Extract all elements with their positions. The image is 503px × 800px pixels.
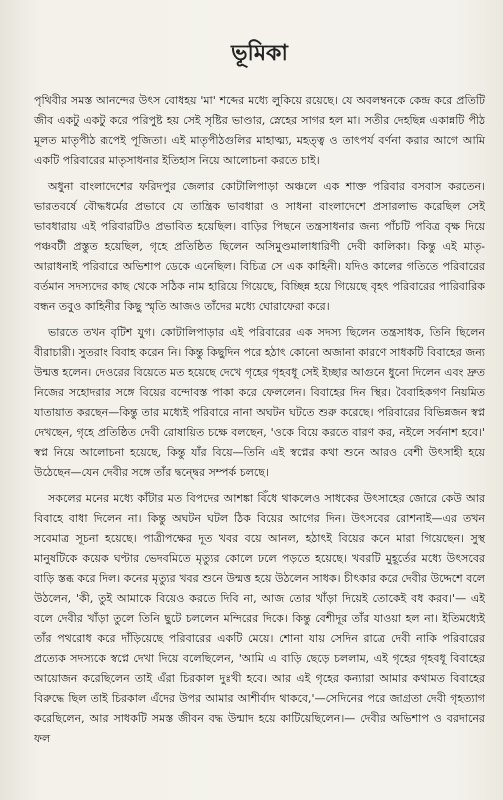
paragraph-2: অধুনা বাংলাদেশের ফরিদপুর জেলার কোটালিপাড়া অঞ্চলে এক শাক্ত পরিবার বসবাস করতেন। ভারতবর্ষে বৌদ্ধধর্মের প্রভাবে যে তান্ত্রিক ভাবধারা ও সাধনা বাংলাদেশে প্রসারলাভ করেছিল সেই ভাবধারায় এই পরিবারটিও প্রভাবিত হয়েছিল। বাড়ির পিছনে তন্ত্রসাধনার জন্য পাঁচটি পবিত্র বৃক্ষ দিয়ে পঞ্চবটী প্রস্তুত হয়েছিল, গৃহে প্রতিষ্ঠিত ছিলেন অসিমুণ্ডমালাধারিণী দেবী কালিকা। কিন্তু এই মাতৃ-আরাধনাই পরিবারে অভিশাপ ডেকে এনেছিল। বিচিত্র সে এক কাহিনী। যদিও কালের গতিতে পরিবারের বর্তমান সদস্যদের কাছ থেকে সঠিক নাম হারিয়ে গিয়েছে, বিচ্ছিন্ন হয়ে গিয়েছে বৃহৎ পরিবারের পারিবারিক বন্ধন তবুও কাহিনীর কিছু স্মৃতি আজও তাঁদের মধ্যে ঘোরাফেরা করে। bbox=[34, 180, 485, 313]
page-title: ভূমিকা bbox=[231, 41, 288, 66]
paragraph-3: ভারতে তখন বৃটিশ যুগ। কোটালিপাড়ার এই পরিবারের এক সদস্য ছিলেন তন্ত্রসাধক, তিনি ছিলেন বীরাচারী। সুতরাং বিবাহ করেন নি। কিন্তু কিছুদিন পরে হঠাৎ কোনো অজানা কারণে সাধকটি বিবাহের জন্য উন্মত্ত হলেন। দেওরের বিয়েতে মত হয়েছে দেখে গৃহের গৃহবধূ সেই ইচ্ছার আগুনে ধুনো দিলেন এবং দ্রুত নিজের সহোদরার সঙ্গে বিয়ের বন্দোবস্ত পাকা করে ফেললেন। বিবাহের দিন স্থির। বৈবাহিকগণ নিয়মিত যাতায়াত করছেন—কিন্তু তার মধ্যেই পরিবারে নানা অঘটন ঘটতে শুরু করেছে। পরিবারের বিভিন্নজন স্বপ্ন দেখছেন, গৃহে প্রতিষ্ঠিত দেবী রোষায়িত চক্ষে বলছেন, 'ওকে বিয়ে করতে বারণ কর, নইলে সর্বনাশ হবে।' স্বপ্ন নিয়ে আলোচনা হয়েছে, কিন্তু যাঁর বিয়ে—তিনি এই স্বপ্নের কথা শুনে আরও বেশী উৎসাহী হয়ে উঠেছেন—যেন দেবীর সঙ্গে তাঁর দ্বন্দ্বের সম্পর্ক চলছে। bbox=[34, 326, 485, 479]
paragraph-1: পৃথিবীর সমস্ত আনন্দের উৎস বোধহয় 'মা' শব্দের মধ্যে লুকিয়ে রয়েছে। যে অবলম্বনকে কেন্দ্র করে প্রতিটি জীব একটু একটু করে পরিপুষ্ট হয় সেই সৃষ্টির ভাণ্ডার, স্নেহের সাগর হল মা। সতীর দেহছিন্ন একান্নটি পীঠ মূলত মাতৃপীঠ রূপেই পূজিতা। এই মাতৃপীঠগুলির মাহাত্ম্য, মহত্ত্ব ও তাৎপর্য বর্ণনা করার আগে আমি একটি পরিবারের মাতৃসাধনার ইতিহাস নিয়ে আলোচনা করতে চাই। bbox=[34, 94, 485, 167]
paragraph-4: সকলের মনের মধ্যে কাঁটার মত বিপদের আশঙ্কা বিঁধে থাকলেও সাধকের উৎসাহের জোরে কেউ আর বিবাহে বাধা দিলেন না। কিন্তু অঘটন ঘটল ঠিক বিয়ের আগের দিন। উৎসবের রোশনাই—এর তখন সবেমাত্র সূচনা হয়েছে। পাত্রীপক্ষের দূত খবর বয়ে আনল, হঠাৎই বিয়ের কনে মারা গিয়েছেন। সুস্থ মানুষটিকে কয়েক ঘণ্টার ভেদবমিতে মৃত্যুর কোলে ঢলে পড়তে হয়েছে। খবরটি মুহূর্তের মধ্যে উৎসবের বাড়ি স্তব্ধ করে দিল। কনের মৃত্যুর খবর শুনে উন্মত্ত হয়ে উঠলেন সাধক। চীৎকার করে দেবীর উদ্দেশে বলে উঠলেন, 'কী, তুই আমাকে বিয়েও করতে দিবি না, আজ তোর খাঁড়া দিয়েই তোকেই বধ করব।'— এই বলে দেবীর খাঁড়া তুলে তিনি ছুটে চললেন মন্দিরের দিকে। কিন্তু বেশীদূর তাঁর যাওয়া হল না। ইতিমধ্যেই তাঁর পথরোধ করে দাঁড়িয়েছে পরিবারের একটি মেয়ে। শোনা যায় সেদিন রাত্রে দেবী নাকি পরিবারের প্রত্যেক সদস্যকে স্বপ্নে দেখা দিয়ে বলেছিলেন, 'আমি এ বাড়ি ছেড়ে চললাম, এই গৃহের গৃহবধূ বিবাহের আয়োজন করেছিলেন তাই এঁরা চিরকাল দুঃখী হবে। আর এই গৃহের কন্যারা আমার কথামত বিবাহের বিরুদ্ধে ছিল তাই চিরকাল এঁদের উপর আমার আশীর্বাদ থাকবে,'—সেদিনের পরে জাগ্রতা দেবী গৃহত্যাগ করেছিলেন, আর সাধকটি সমস্ত জীবন বদ্ধ উন্মাদ হয়ে কাটিয়েছিলেন।— দেবীর অভিশাপ ও বরদানের ফল bbox=[34, 492, 485, 745]
body-text bbox=[34, 91, 485, 749]
